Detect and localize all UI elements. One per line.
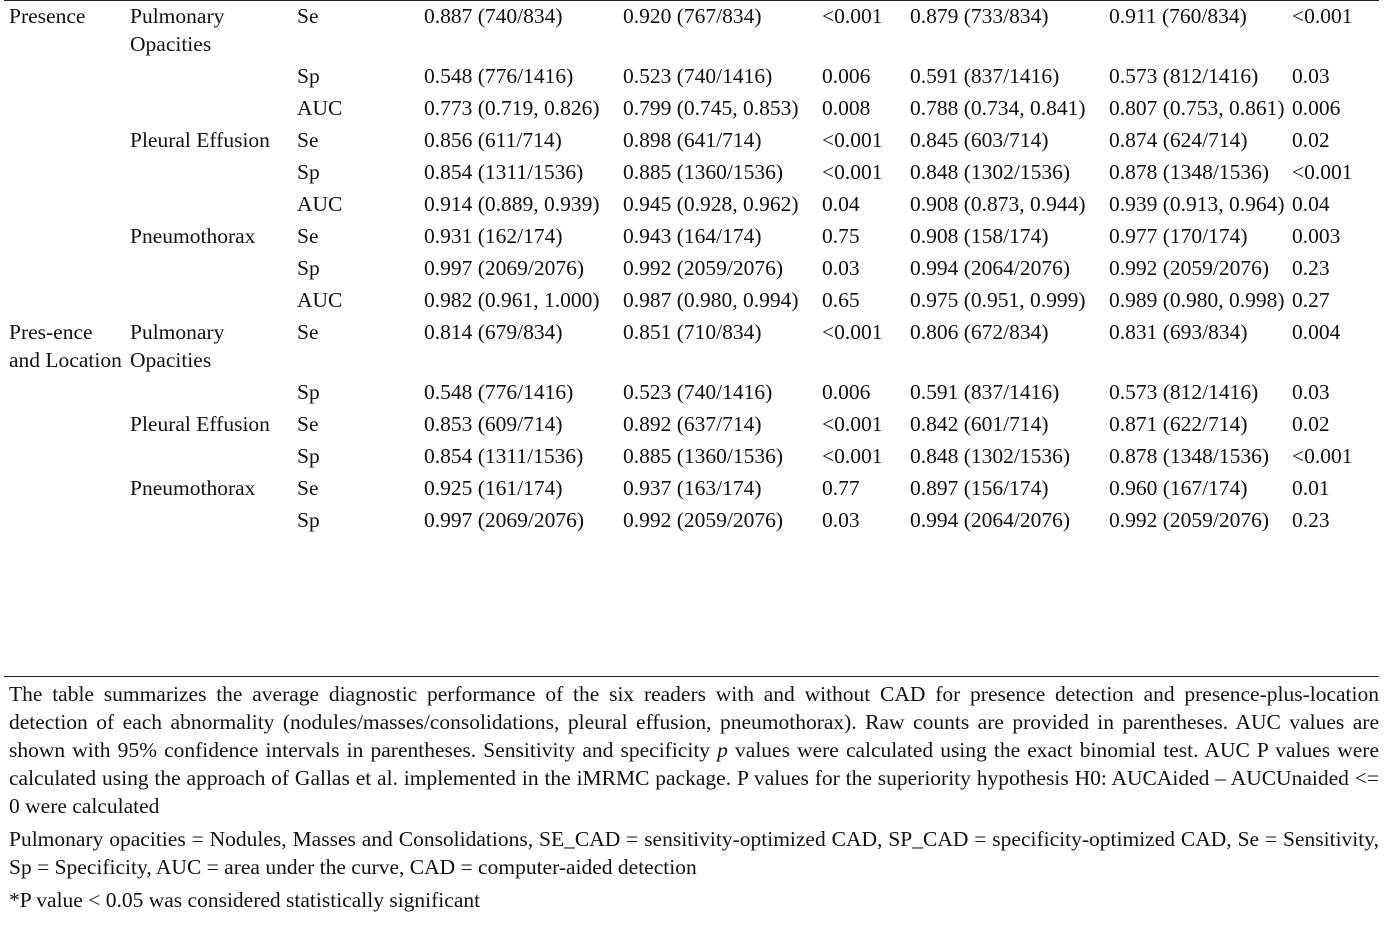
bottom-rule (4, 676, 1379, 677)
p-value-2-cell: 0.23 (1292, 508, 1330, 532)
col3-cell: 0.591 (837/1416) (910, 64, 1060, 88)
abnormality-cell: Pleural Effusion (130, 128, 270, 152)
abnormality-cell (125, 62, 292, 94)
col2-cell: 0.523 (740/1416) (623, 380, 773, 404)
col3-cell: 0.842 (601/714) (910, 412, 1049, 436)
metric-cell: Se (297, 320, 319, 344)
col1-cell: 0.887 (740/834) (424, 4, 563, 28)
col3-cell: 0.897 (156/174) (910, 476, 1049, 500)
table-row (4, 442, 1379, 474)
col1-cell: 0.914 (0.889, 0.939) (424, 192, 600, 216)
col2-cell: 0.937 (163/174) (623, 476, 762, 500)
group-cell (4, 254, 125, 286)
col1-cell: 0.856 (611/714) (424, 128, 562, 152)
metric-cell: Sp (297, 380, 320, 404)
p-value-2-cell: <0.001 (1292, 444, 1353, 468)
metric-cell: AUC (297, 192, 343, 216)
footnote-abbreviations: Pulmonary opacities = Nodules, Masses and Consolidations, SE_CAD = sensitivity-optimized CAD, SP_CAD = specificity-optimized CAD, Se = Sensitivity, Sp = Specificity, AUC = area under the curve, CAD = computer-aided detection (9, 827, 1379, 879)
col4-cell: 0.992 (2059/2076) (1109, 256, 1270, 280)
col3-cell: 0.994 (2064/2076) (910, 508, 1071, 532)
table-row (4, 318, 1379, 378)
p-value-2-cell: 0.03 (1292, 380, 1330, 404)
col4-cell: 0.807 (0.753, 0.861) (1109, 96, 1285, 120)
col2-cell: 0.892 (637/714) (623, 412, 762, 436)
group-cell (4, 222, 125, 254)
top-rule (4, 0, 1379, 1)
group-cell (4, 190, 125, 222)
p-value-2-cell: 0.02 (1292, 412, 1330, 436)
col3-cell: 0.591 (837/1416) (910, 380, 1060, 404)
table-footnotes (9, 680, 1379, 919)
col1-cell: 0.982 (0.961, 1.000) (424, 288, 600, 312)
table-row (4, 190, 1379, 222)
abnormality-cell (125, 94, 292, 126)
col4-cell: 0.977 (170/174) (1109, 224, 1248, 248)
p-value-2-cell: 0.006 (1292, 96, 1341, 120)
col2-cell: 0.920 (767/834) (623, 4, 762, 28)
footnote-p-symbol: p (717, 738, 728, 762)
results-table (4, 2, 1379, 538)
col1-cell: 0.853 (609/714) (424, 412, 563, 436)
table-row (4, 126, 1379, 158)
col1-cell: 0.854 (1311/1536) (424, 444, 584, 468)
abnormality-cell (125, 378, 292, 410)
p-value-1-cell: <0.001 (822, 320, 883, 344)
col2-cell: 0.898 (641/714) (623, 128, 762, 152)
metric-cell: Se (297, 4, 319, 28)
metric-cell: Sp (297, 64, 320, 88)
col3-cell: 0.848 (1302/1536) (910, 160, 1071, 184)
col2-cell: 0.885 (1360/1536) (623, 160, 784, 184)
metric-cell: Sp (297, 508, 320, 532)
p-value-2-cell: 0.04 (1292, 192, 1330, 216)
col4-cell: 0.878 (1348/1536) (1109, 444, 1270, 468)
footnote-significance: *P value < 0.05 was considered statistically significant (9, 888, 481, 912)
group-cell (4, 442, 125, 474)
col1-cell: 0.548 (776/1416) (424, 380, 574, 404)
table-row (4, 286, 1379, 318)
col2-cell: 0.943 (164/174) (623, 224, 762, 248)
col4-cell: 0.911 (760/834) (1109, 4, 1247, 28)
abnormality-cell: Pleural Effusion (130, 412, 270, 436)
abnormality-cell: Pulmonary Opacities (130, 320, 225, 372)
p-value-1-cell: <0.001 (822, 412, 883, 436)
metric-cell: AUC (297, 96, 343, 120)
p-value-2-cell: 0.03 (1292, 64, 1330, 88)
group-cell (4, 378, 125, 410)
metric-cell: Sp (297, 160, 320, 184)
group-cell (4, 126, 125, 158)
p-value-2-cell: 0.01 (1292, 476, 1330, 500)
p-value-2-cell: 0.003 (1292, 224, 1341, 248)
group-cell (4, 158, 125, 190)
col3-cell: 0.908 (158/174) (910, 224, 1049, 248)
col1-cell: 0.548 (776/1416) (424, 64, 574, 88)
metric-cell: Se (297, 128, 319, 152)
col2-cell: 0.799 (0.745, 0.853) (623, 96, 799, 120)
footnote-summary (9, 680, 1379, 820)
metric-cell: Se (297, 224, 319, 248)
footnote-summary-part-b: values were calculated using the exact binomial test. AUC P values were calculated using the approach of Gallas et al. implemented in the iMRMC package. P values for the superiority hypothesis H0: AUCAided – AUCUnaided <= 0 were calculated (9, 738, 1379, 818)
abnormality-cell (125, 286, 292, 318)
group-cell (4, 506, 125, 538)
table-row (4, 506, 1379, 538)
metric-cell: Se (297, 476, 319, 500)
col3-cell: 0.806 (672/834) (910, 320, 1049, 344)
col2-cell: 0.523 (740/1416) (623, 64, 773, 88)
col3-cell: 0.908 (0.873, 0.944) (910, 192, 1086, 216)
table-row (4, 474, 1379, 506)
p-value-1-cell: 0.03 (822, 508, 860, 532)
metric-cell: Sp (297, 444, 320, 468)
table-body (4, 2, 1379, 538)
p-value-2-cell: <0.001 (1292, 160, 1353, 184)
p-value-2-cell: 0.27 (1292, 288, 1330, 312)
abnormality-cell: Pulmonary Opacities (130, 4, 225, 56)
col1-cell: 0.854 (1311/1536) (424, 160, 584, 184)
col4-cell: 0.939 (0.913, 0.964) (1109, 192, 1285, 216)
abnormality-cell: Pneumothorax (130, 224, 256, 248)
table-row (4, 2, 1379, 62)
p-value-2-cell: 0.004 (1292, 320, 1341, 344)
group-cell: Presence (9, 4, 86, 28)
col4-cell: 0.831 (693/834) (1109, 320, 1248, 344)
p-value-2-cell: 0.02 (1292, 128, 1330, 152)
col1-cell: 0.931 (162/174) (424, 224, 563, 248)
p-value-1-cell: 0.75 (822, 224, 860, 248)
col2-cell: 0.945 (0.928, 0.962) (623, 192, 799, 216)
col3-cell: 0.845 (603/714) (910, 128, 1049, 152)
group-cell: Pres-ence and Location (9, 320, 122, 372)
p-value-1-cell: 0.006 (822, 64, 871, 88)
col1-cell: 0.925 (161/174) (424, 476, 563, 500)
abnormality-cell (125, 506, 292, 538)
col2-cell: 0.992 (2059/2076) (623, 508, 784, 532)
col3-cell: 0.788 (0.734, 0.841) (910, 96, 1086, 120)
col1-cell: 0.997 (2069/2076) (424, 508, 585, 532)
p-value-1-cell: <0.001 (822, 4, 883, 28)
col4-cell: 0.573 (812/1416) (1109, 64, 1259, 88)
col3-cell: 0.879 (733/834) (910, 4, 1049, 28)
p-value-1-cell: 0.77 (822, 476, 860, 500)
col2-cell: 0.987 (0.980, 0.994) (623, 288, 799, 312)
col4-cell: 0.874 (624/714) (1109, 128, 1248, 152)
p-value-1-cell: 0.006 (822, 380, 871, 404)
col4-cell: 0.960 (167/174) (1109, 476, 1248, 500)
col4-cell: 0.878 (1348/1536) (1109, 160, 1270, 184)
p-value-1-cell: <0.001 (822, 128, 883, 152)
group-cell (4, 286, 125, 318)
col1-cell: 0.997 (2069/2076) (424, 256, 585, 280)
table-row (4, 410, 1379, 442)
metric-cell: Sp (297, 256, 320, 280)
p-value-1-cell: <0.001 (822, 444, 883, 468)
footnote-summary-part-a: The table summarizes the average diagnostic performance of the six readers with and without CAD for presence detection and presence-plus-location detection of each abnormality (nodules/masses/consolidations, pleural effusion, pneumothorax). Raw counts are provided in parentheses. AUC values are shown with 95% confidence intervals in parentheses. Sensitivity and specificity (9, 682, 1379, 762)
p-value-1-cell: 0.04 (822, 192, 860, 216)
table-row (4, 378, 1379, 410)
table-row (4, 158, 1379, 190)
p-value-1-cell: 0.65 (822, 288, 860, 312)
col3-cell: 0.994 (2064/2076) (910, 256, 1071, 280)
abnormality-cell (125, 190, 292, 222)
group-cell (4, 94, 125, 126)
table-row (4, 94, 1379, 126)
metric-cell: Se (297, 412, 319, 436)
group-cell (4, 410, 125, 442)
abnormality-cell (125, 254, 292, 286)
col3-cell: 0.848 (1302/1536) (910, 444, 1071, 468)
group-cell (4, 474, 125, 506)
col4-cell: 0.871 (622/714) (1109, 412, 1248, 436)
table-row (4, 222, 1379, 254)
p-value-2-cell: <0.001 (1292, 4, 1353, 28)
p-value-2-cell: 0.23 (1292, 256, 1330, 280)
abnormality-cell (125, 158, 292, 190)
col2-cell: 0.851 (710/834) (623, 320, 762, 344)
col3-cell: 0.975 (0.951, 0.999) (910, 288, 1086, 312)
col4-cell: 0.989 (0.980, 0.998) (1109, 288, 1285, 312)
abnormality-cell: Pneumothorax (130, 476, 256, 500)
table-row (4, 62, 1379, 94)
table-row (4, 254, 1379, 286)
p-value-1-cell: 0.008 (822, 96, 871, 120)
p-value-1-cell: 0.03 (822, 256, 860, 280)
col2-cell: 0.885 (1360/1536) (623, 444, 784, 468)
metric-cell: AUC (297, 288, 343, 312)
col4-cell: 0.573 (812/1416) (1109, 380, 1259, 404)
p-value-1-cell: <0.001 (822, 160, 883, 184)
col1-cell: 0.814 (679/834) (424, 320, 563, 344)
group-cell (4, 62, 125, 94)
abnormality-cell (125, 442, 292, 474)
col2-cell: 0.992 (2059/2076) (623, 256, 784, 280)
col1-cell: 0.773 (0.719, 0.826) (424, 96, 600, 120)
col4-cell: 0.992 (2059/2076) (1109, 508, 1270, 532)
